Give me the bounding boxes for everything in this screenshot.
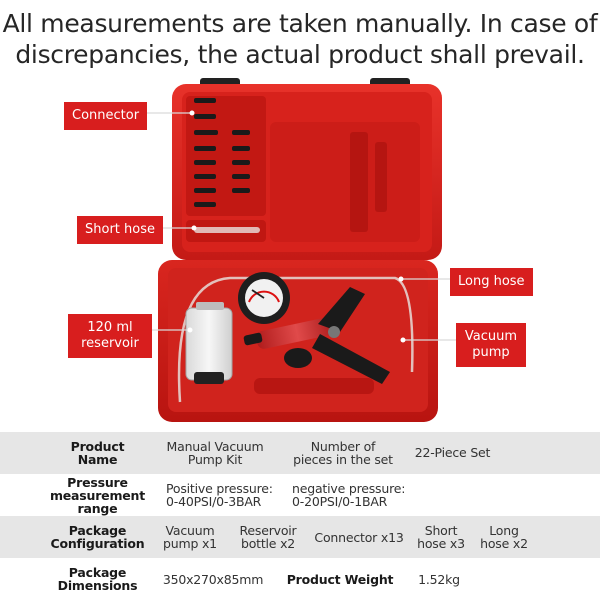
negative-pressure bbox=[292, 482, 432, 508]
negative-pressure-value: 0-20PSI/0-1BAR bbox=[292, 494, 388, 509]
callout-vacuum-pump bbox=[456, 323, 526, 367]
product-name-value bbox=[155, 440, 275, 466]
callout-short-hose bbox=[77, 216, 163, 244]
package-reservoir-line-1: Reservoir bbox=[239, 523, 297, 538]
pressure-label-line-1: Pressure bbox=[67, 475, 128, 490]
negative-pressure-label: negative pressure: bbox=[292, 481, 406, 496]
positive-pressure-label: Positive pressure: bbox=[166, 481, 273, 496]
specs-row-pressure bbox=[0, 474, 600, 516]
callout-reservoir-line-1: 120 ml bbox=[87, 320, 133, 335]
dimensions-label bbox=[40, 566, 155, 592]
package-vacuum-pump-line-1: Vacuum bbox=[165, 523, 215, 538]
specs-row-product-name bbox=[0, 432, 600, 474]
callout-connector-label: Connector bbox=[72, 108, 140, 123]
pieces-label-line-1: Number of bbox=[310, 439, 376, 454]
specs-row-package-config bbox=[0, 516, 600, 558]
package-long-hose-line-1: Long bbox=[489, 523, 519, 538]
product-name-value-line-1: Manual Vacuum bbox=[166, 439, 264, 454]
callout-long-hose-label: Long hose bbox=[458, 274, 525, 289]
package-connector: Connector x13 bbox=[314, 530, 404, 545]
callout-vacuum-pump-line-2: pump bbox=[472, 345, 510, 360]
product-name-label-line-2: Name bbox=[77, 452, 118, 467]
pressure-label-line-3: range bbox=[77, 501, 118, 516]
package-long-hose-line-2: hose x2 bbox=[480, 536, 528, 551]
case-lid bbox=[172, 78, 442, 260]
case-base bbox=[158, 260, 438, 422]
headline-line-2: discrepancies, the actual product shall prevail. bbox=[15, 40, 585, 69]
pieces-value: 22-Piece Set bbox=[414, 445, 491, 460]
product-name-label-line-1: Product bbox=[70, 439, 125, 454]
pressure-label bbox=[40, 476, 155, 515]
callout-short-hose-label: Short hose bbox=[85, 222, 155, 237]
package-short-hose bbox=[412, 524, 470, 550]
product-name-label bbox=[40, 440, 155, 466]
callout-reservoir-line-2: reservoir bbox=[81, 336, 139, 351]
package-short-hose-line-2: hose x3 bbox=[417, 536, 465, 551]
product-name-value-line-2: Pump Kit bbox=[187, 452, 243, 467]
package-config-label bbox=[40, 524, 155, 550]
package-short-hose-line-1: Short bbox=[424, 523, 458, 538]
callout-vacuum-pump-line-1: Vacuum bbox=[464, 329, 518, 344]
positive-pressure-value: 0-40PSI/0-3BAR bbox=[166, 494, 262, 509]
dimensions-value: 350x270x85mm bbox=[162, 572, 264, 587]
package-vacuum-pump-line-2: pump x1 bbox=[163, 536, 217, 551]
headline bbox=[0, 8, 600, 70]
pressure-label-line-2: measurement bbox=[49, 488, 146, 503]
callout-connector bbox=[64, 102, 147, 130]
package-config-label-line-1: Package bbox=[68, 523, 127, 538]
callout-long-hose bbox=[450, 268, 533, 296]
package-vacuum-pump bbox=[158, 524, 222, 550]
weight-value: 1.52kg bbox=[418, 572, 460, 587]
dimensions-label-line-2: Dimensions bbox=[57, 578, 138, 593]
package-long-hose bbox=[474, 524, 534, 550]
package-reservoir-line-2: bottle x2 bbox=[240, 536, 296, 551]
headline-line-1: All measurements are taken manually. In case of bbox=[2, 9, 598, 38]
specs-table bbox=[0, 432, 600, 600]
package-config-label-line-2: Configuration bbox=[50, 536, 145, 551]
specs-row-dimensions bbox=[0, 558, 600, 600]
callout-reservoir bbox=[68, 314, 152, 358]
package-reservoir bbox=[234, 524, 302, 550]
pieces-label-line-2: pieces in the set bbox=[293, 452, 393, 467]
dimensions-label-line-1: Package bbox=[68, 565, 127, 580]
weight-label: Product Weight bbox=[286, 572, 394, 587]
pieces-label bbox=[285, 440, 401, 466]
positive-pressure bbox=[166, 482, 290, 508]
